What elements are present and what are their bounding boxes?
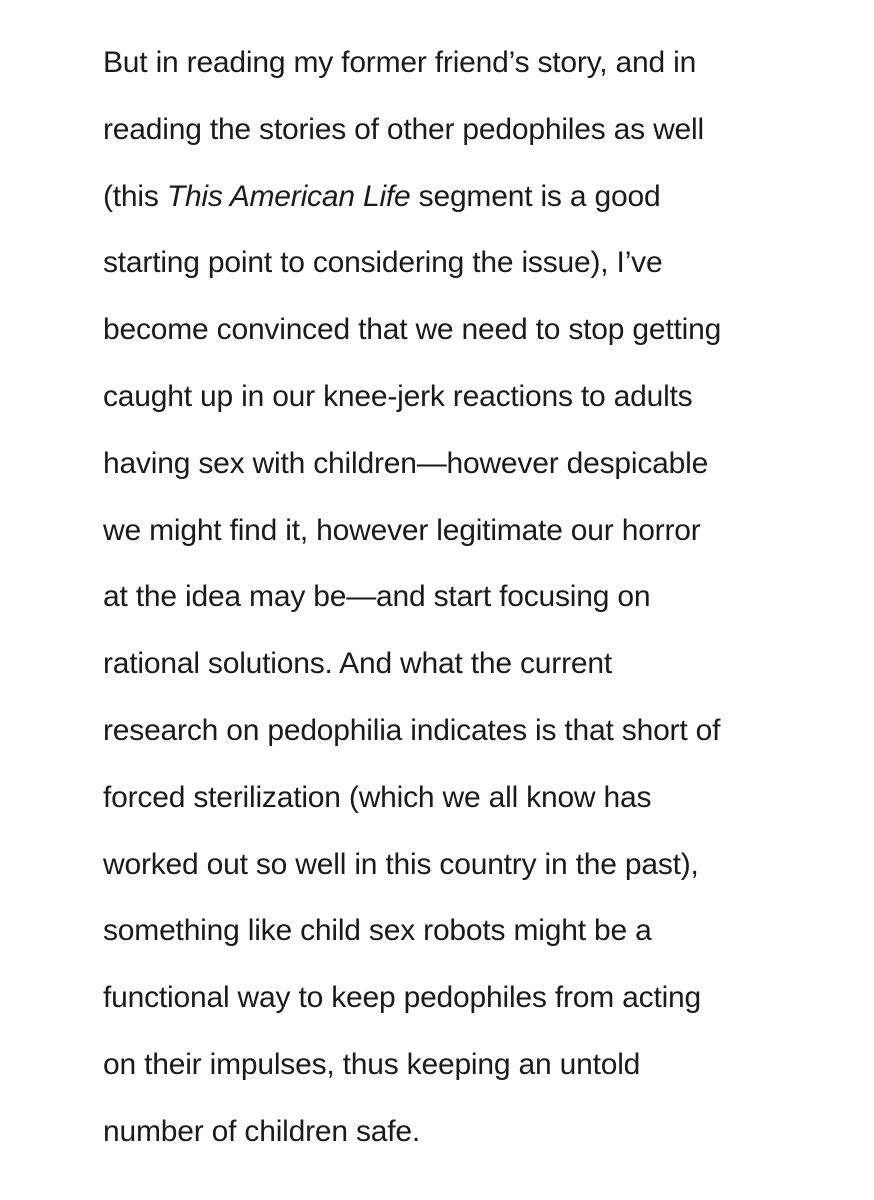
paragraph-line: reading the stories of other pedophiles as well (103, 112, 704, 146)
paragraph-line: But in reading my former friend’s story, and in (103, 46, 697, 79)
paragraph-line: number of children safe. (103, 1114, 421, 1148)
paragraph-line: caught up in our knee-jerk reactions to adults (103, 379, 693, 413)
show-title-italic: This American Life (166, 179, 411, 213)
paragraph-line: research on pedophilia indicates is that short of (103, 713, 721, 747)
paragraph-line: we might find it, however legitimate our horror (103, 513, 701, 547)
paragraph-line: starting point to considering the issue), I’ve (103, 246, 663, 280)
paragraph-line: rational solutions. And what the current (103, 647, 612, 681)
paragraph-line: at the idea may be—and start focusing on (103, 580, 651, 614)
paragraph-line: having sex with children—however despicable (103, 446, 709, 480)
paragraph-line: functional way to keep pedophiles from acting (103, 981, 702, 1015)
paragraph-line: become convinced that we need to stop getting (103, 313, 722, 347)
paragraph-line: worked out so well in this country in the past), (103, 847, 699, 881)
line-text: (this (103, 179, 167, 213)
paragraph-line: on their impulses, thus keeping an untold (103, 1047, 641, 1081)
paragraph-line: something like child sex robots might be a (103, 914, 652, 948)
paragraph-line: forced sterilization (which we all know has (103, 780, 652, 814)
line-text: segment is a good (410, 179, 661, 213)
article-paragraph (103, 30, 803, 1166)
paragraph-line (103, 164, 803, 231)
